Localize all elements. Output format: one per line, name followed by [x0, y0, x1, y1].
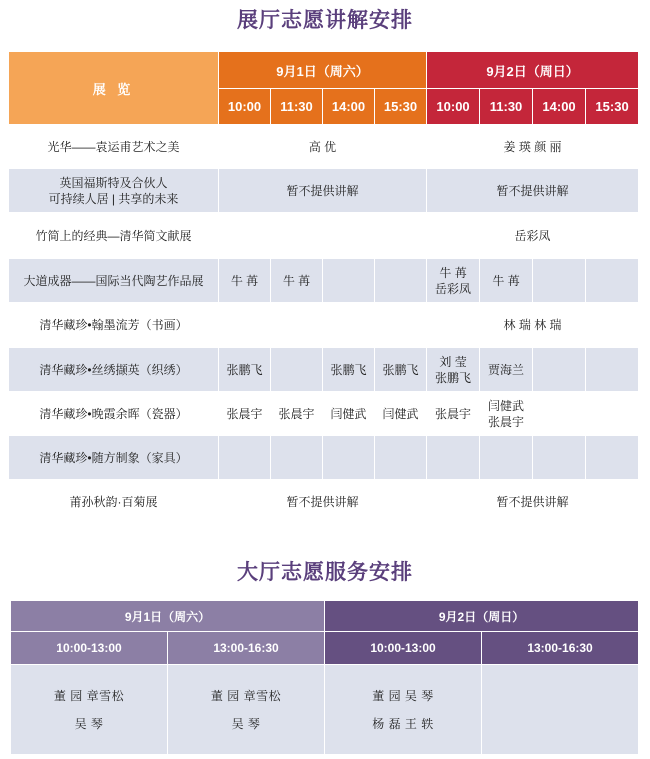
exhibit-name [9, 436, 219, 480]
schedule-cell [271, 259, 323, 303]
exhibit-name-line: 大道成器——国际当代陶艺作品展 [23, 273, 204, 288]
schedule-cell [427, 436, 480, 480]
volunteer-line: 吴 琴 [74, 716, 104, 731]
schedule-cell [586, 348, 639, 392]
hall-volunteers [325, 665, 482, 755]
exhibition-schedule-table [8, 51, 639, 524]
hall-slot-header: 10:00-13:00 [11, 632, 168, 665]
volunteer-name: 岳彩凤 [435, 281, 472, 296]
schedule-cell [323, 259, 375, 303]
schedule-cell [480, 392, 533, 436]
schedule-cell [533, 348, 586, 392]
volunteer-name: 牛 苒 [492, 273, 520, 288]
exhibit-name [9, 125, 219, 169]
volunteer-line: 董 园 吴 琴 [372, 688, 434, 703]
time-header: 15:30 [586, 89, 639, 125]
schedule-cell [427, 392, 480, 436]
time-header: 14:00 [323, 89, 375, 125]
volunteer-name: 刘 莹 [439, 354, 467, 369]
exhibit-name-line: 竹简上的经典—清华简文献展 [35, 228, 192, 243]
schedule-cell [427, 259, 480, 303]
exhibit-name [9, 392, 219, 436]
schedule-cell [533, 259, 586, 303]
volunteer-name: 暂不提供讲解 [496, 183, 569, 198]
schedule-cell [427, 125, 639, 169]
volunteer-name: 张晨宇 [488, 414, 525, 429]
volunteer-name: 姜 瑛 颜 丽 [503, 139, 562, 154]
hall-day2-header: 9月2日（周日） [325, 601, 639, 632]
exhibit-name [9, 303, 219, 348]
exhibit-name-line: 清华藏珍•丝绣撷英（织绣） [39, 362, 188, 377]
time-header: 11:30 [480, 89, 533, 125]
exhibit-name-line: 英国福斯特及合伙人 [59, 175, 168, 190]
hall-day1-header: 9月1日（周六） [11, 601, 325, 632]
section-title: 大厅志愿服务安排 [237, 561, 413, 584]
volunteer-line: 董 园 章雪松 [53, 688, 125, 703]
hall-service-table [10, 600, 639, 755]
schedule-cell [480, 348, 533, 392]
schedule-cell [586, 259, 639, 303]
volunteer-name: 岳彩凤 [514, 228, 551, 243]
volunteer-name: 暂不提供讲解 [496, 494, 569, 509]
exhibit-name [9, 480, 219, 524]
schedule-cell [375, 436, 427, 480]
exhibit-name-line: 清华藏珍•随方制象（家具） [39, 450, 188, 465]
volunteer-name: 暂不提供讲解 [286, 494, 359, 509]
volunteer-name: 林 瑞 林 瑞 [503, 318, 562, 332]
schedule-cell [219, 348, 271, 392]
volunteer-line: 董 园 章雪松 [210, 688, 282, 703]
volunteer-name: 张鹏飞 [382, 362, 419, 377]
schedule-cell [219, 480, 427, 524]
table-row [9, 125, 639, 169]
schedule-cell [427, 169, 639, 213]
schedule-cell [480, 259, 533, 303]
hall-slot-header: 13:00-16:30 [482, 632, 639, 665]
exhibit-name [9, 259, 219, 303]
volunteer-name: 张鹏飞 [330, 362, 367, 377]
exhibit-column-header: 展 览 [9, 52, 219, 125]
table-row [9, 480, 639, 524]
schedule-cell [271, 436, 323, 480]
volunteer-name: 张晨宇 [278, 406, 315, 421]
day2-header: 9月2日（周日） [427, 52, 639, 89]
volunteer-name: 贾海兰 [488, 362, 525, 377]
exhibit-name-line: 可持续人居 | 共享的未来 [48, 191, 179, 206]
schedule-cell [219, 169, 427, 213]
schedule-cell [375, 348, 427, 392]
schedule-cell [219, 259, 271, 303]
table-row [9, 303, 639, 348]
hall-slot-header: 13:00-16:30 [168, 632, 325, 665]
exhibit-name [9, 348, 219, 392]
time-header: 14:00 [533, 89, 586, 125]
exhibit-name-line: 清华藏珍•晚霞余晖（瓷器） [39, 406, 188, 421]
day1-header: 9月1日（周六） [219, 52, 427, 89]
exhibit-name [9, 213, 219, 259]
volunteer-name: 牛 苒 [230, 273, 259, 288]
hall-slot-header: 10:00-13:00 [325, 632, 482, 665]
schedule-cell [219, 213, 427, 259]
hall-volunteers [482, 665, 639, 755]
schedule-cell [375, 392, 427, 436]
schedule-cell [375, 259, 427, 303]
time-header: 10:00 [219, 89, 271, 125]
schedule-cell [480, 436, 533, 480]
schedule-cell [323, 436, 375, 480]
volunteer-name: 暂不提供讲解 [286, 183, 359, 198]
volunteer-name: 张鹏飞 [435, 370, 472, 385]
schedule-cell [323, 348, 375, 392]
schedule-cell [533, 436, 586, 480]
page-title: 展厅志愿讲解安排 [237, 9, 413, 32]
table-row [9, 392, 639, 436]
hall-volunteers [168, 665, 325, 755]
schedule-cell [323, 392, 375, 436]
exhibit-name-line: 光华——袁运甫艺术之美 [47, 139, 180, 154]
volunteer-name: 张晨宇 [226, 406, 263, 421]
volunteer-name: 张晨宇 [435, 406, 472, 421]
volunteer-name: 牛 苒 [282, 273, 311, 288]
time-header: 10:00 [427, 89, 480, 125]
volunteer-line: 杨 磊 王 轶 [372, 716, 434, 731]
schedule-cell [586, 436, 639, 480]
volunteer-name: 闫健武 [488, 398, 525, 413]
schedule-cell [586, 392, 639, 436]
table-row [9, 169, 639, 213]
schedule-cell [219, 125, 427, 169]
schedule-cell [427, 303, 639, 348]
exhibit-name [9, 169, 219, 213]
table-row [9, 259, 639, 303]
volunteer-name: 张鹏飞 [226, 362, 263, 377]
time-header: 15:30 [375, 89, 427, 125]
exhibit-name-line: 清华藏珍•翰墨流芳（书画） [39, 318, 188, 332]
table-row [9, 436, 639, 480]
schedule-cell [271, 348, 323, 392]
volunteer-line: 吴 琴 [231, 716, 261, 731]
schedule-cell [219, 436, 271, 480]
hall-volunteers [11, 665, 168, 755]
schedule-cell [219, 303, 427, 348]
schedule-cell [427, 348, 480, 392]
table-row [9, 213, 639, 259]
schedule-cell [533, 392, 586, 436]
schedule-cell [427, 480, 639, 524]
schedule-cell [219, 392, 271, 436]
schedule-cell [271, 392, 323, 436]
schedule-cell [427, 213, 639, 259]
time-header: 11:30 [271, 89, 323, 125]
table-row [9, 348, 639, 392]
volunteer-name: 闫健武 [330, 406, 367, 421]
volunteer-name: 高 优 [308, 139, 337, 154]
volunteer-name: 闫健武 [382, 406, 419, 421]
exhibit-name-line: 莆孙秋韵·百菊展 [69, 494, 158, 509]
volunteer-name: 牛 苒 [439, 265, 467, 280]
